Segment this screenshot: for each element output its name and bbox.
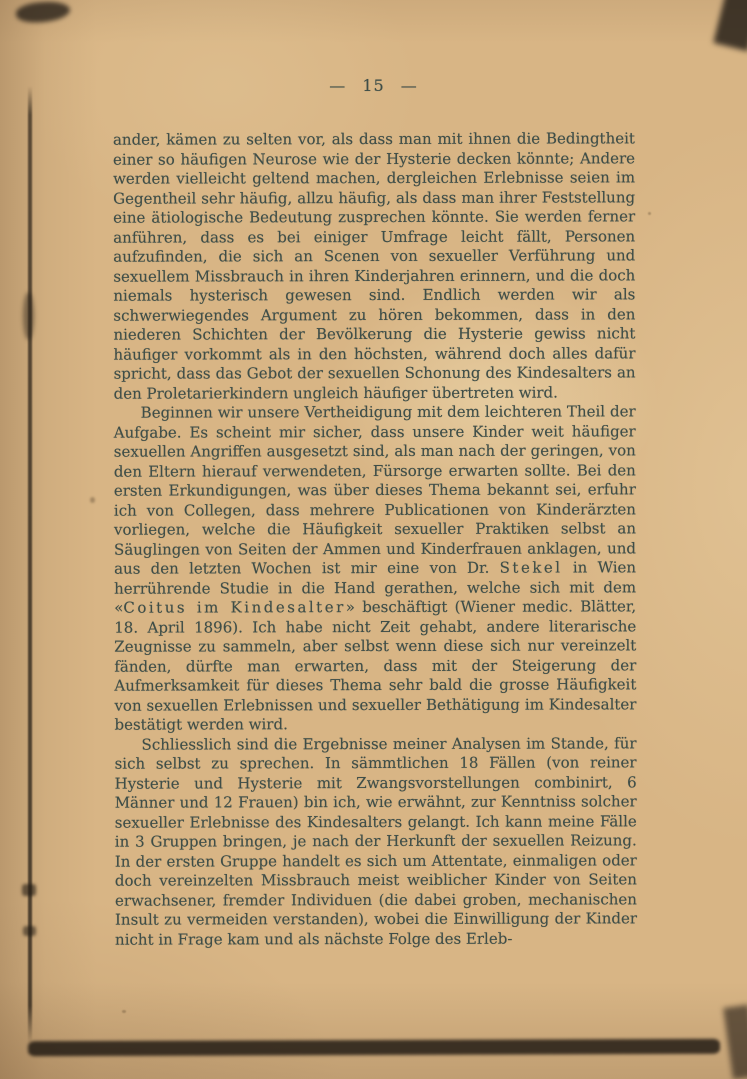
text-run: Beginnen wir unsere Vertheidigung mit dem leichteren Theil der Aufgabe. Es scheint mir sicher, dass unsere Kinder weit häufiger sexuellen Angriffen ausgesetzt sind, als man nach der geringen, von den Eltern hierauf verwendeten, Fürsorge erwarten sollte. Bei den ersten Erkundigungen, was über dieses Thema bekannt sei, erfuhr ich von Collegen, dass mehrere Publicationen von Kinderärzten vorliegen, welche die Häufigkeit sexueller Praktiken selbst an Säuglingen von Seiten der Ammen und Kinderfrauen anklagen, und aus den letzten Wochen ist mir eine von Dr. — [113, 402, 637, 578]
scan-shadow-left-edge — [28, 86, 32, 1044]
binding-stitch-mark — [22, 884, 36, 896]
scan-shadow-top-left-corner — [15, 0, 71, 25]
binding-mark — [23, 292, 34, 340]
binding-stitch-mark — [23, 926, 36, 936]
emphasis-coitus-im-kindesalter: Coitus im Kindesalter — [123, 598, 346, 617]
paragraph-1: ander, kämen zu selten vor, als dass man mit ihnen die Bedingtheit einer so häufigen Neurose wie der Hysterie decken könnte; Andere werden vielleicht geltend machen, dergleichen Erlebnisse seien im Gegentheil sehr häufig, allzu häufig, als dass man ihrer Feststellung eine ätiologische Bedeutung zusprechen könnte. Sie werden ferner anführen, dass es bei einiger Umfrage leicht fällt, Personen aufzufinden, die sich an Scenen von sexueller Verführung und sexuellem Missbrauch in ihren Kinderjahren erinnern, und die doch niemals hysterisch gewesen sind. Endlich werden wir als schwerwiegendes Argument zu hören bekommen, dass in den niederen Schichten der Bevölkerung die Hysterie gewiss nicht häufiger vorkommt als in den höchsten, während doch alles dafür spricht, dass das Gebot der sexuellen Schonung des Kindesalters an den Proletarierkindern ungleich häufiger übertreten wird. — [112, 129, 636, 403]
page-number: — 15 — — [329, 76, 418, 95]
text-run: in Wien herrührende Studie in die Hand gerathen, welche sich mit dem « — [114, 558, 637, 617]
paper-speck — [122, 1010, 126, 1013]
scan-shadow-top-right-corner — [713, 0, 747, 51]
paragraph-2 — [114, 402, 637, 735]
emphasis-stekel: Stekel — [499, 558, 563, 577]
scan-shadow-bottom-edge — [28, 1039, 720, 1056]
paper-speck — [648, 212, 651, 215]
text-column — [113, 129, 637, 949]
scan-shadow-bottom-right-corner — [723, 1005, 747, 1079]
paper-speck — [90, 497, 95, 503]
text-run: » beschäftigt (Wiener medic. Blätter, 18. April 1896). Ich habe nicht Zeit gehabt, andere literarische Zeugnisse zu sammeln, aber selbst wenn diese sich nur vereinzelt fänden, dürfte man erwarten, dass mit der Steigerung der Aufmerksamkeit für dieses Thema sehr bald die grosse Häufigkeit von sexuellen Erlebnissen und sexueller Bethätigung im Kindesalter bestätigt werden wird. — [114, 597, 637, 734]
paragraph-3: Schliesslich sind die Ergebnisse meiner Analysen im Stande, für sich selbst zu sprechen. In sämmtlichen 18 Fällen (von reiner Hysterie und Hysterie mit Zwangsvorstellungen combinirt, 6 Männer und 12 Frauen) bin ich, wie erwähnt, zur Kenntniss solcher sexueller Erlebnisse des Kindesalters gelangt. Ich kann meine Fälle in 3 Gruppen bringen, je nach der Herkunft der sexuellen Reizung. In der ersten Gruppe handelt es sich um Attentate, einmaligen oder doch vereinzelten Missbrauch meist weiblicher Kinder von Seiten erwachsener, fremder Individuen (die dabei groben, mechanischen Insult zu vermeiden verstanden), wobei die Einwilligung der Kinder nicht in Frage kam und als nächste Folge des Erleb- — [114, 733, 638, 949]
